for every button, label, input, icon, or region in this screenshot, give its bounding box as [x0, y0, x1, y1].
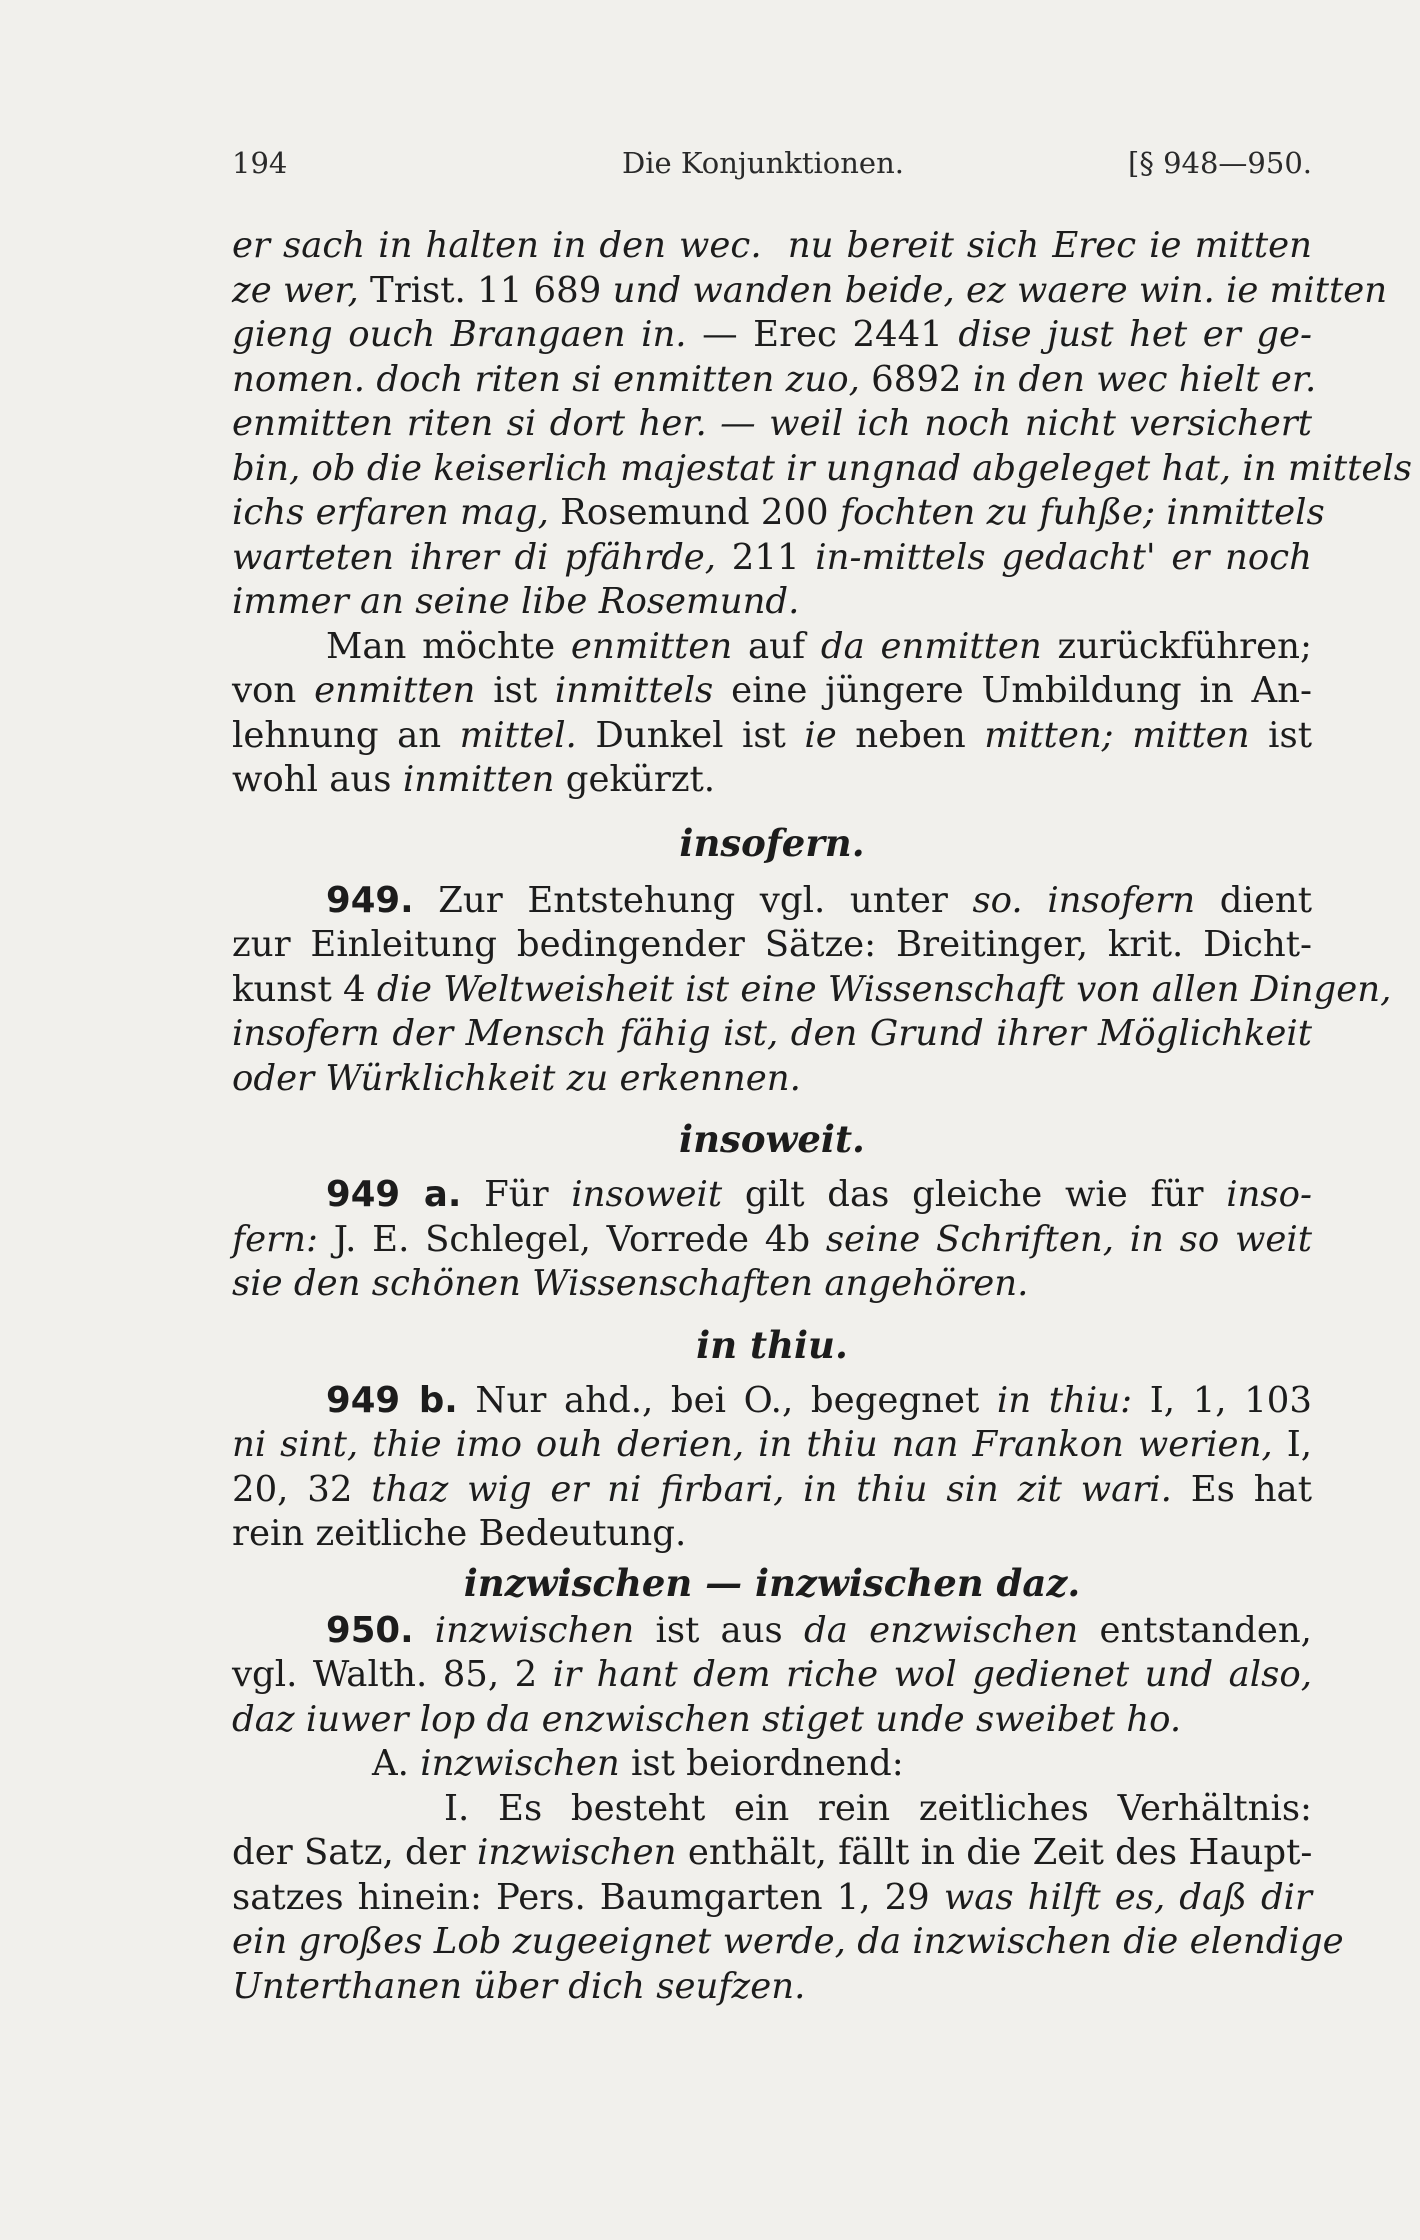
text: ist aus — [655, 1609, 783, 1651]
text: Man möchte — [326, 625, 556, 667]
text-line — [232, 491, 1325, 536]
term: ie — [804, 714, 837, 756]
text-line — [232, 1653, 1312, 1698]
quote: nomen. doch riten si enmitten zuo, — [232, 358, 860, 400]
text: von — [232, 670, 297, 711]
text-line — [232, 1876, 1312, 1921]
text: ist — [493, 670, 538, 711]
text: gekürzt. — [565, 759, 716, 800]
quote: ze wer, — [232, 269, 359, 311]
term: da enmitten — [820, 625, 1042, 667]
quote: nu bereit sich Erec ie mitten — [787, 225, 1313, 266]
text: der Satz, der — [232, 1832, 466, 1873]
quote: ein großes Lob zugeeignet werde, da inzwischen die elendige — [232, 1921, 1344, 1962]
text: zur Einleitung bedingender Sätze: Breitinger, krit. Dicht- — [232, 924, 1312, 965]
quote: in-mittels gedacht' er noch — [815, 536, 1312, 578]
citation: 6892 — [871, 358, 962, 400]
keyword-heading-insoweit: insoweit. — [679, 1117, 865, 1161]
term: inzwischen — [420, 1743, 620, 1784]
citation: — Erec 2441 — [702, 314, 943, 355]
quote: thaz wig er ni firbari, in thiu sin zit wari. — [371, 1468, 1172, 1510]
term: fern: — [232, 1218, 318, 1260]
text-line — [232, 1012, 1312, 1057]
text-line — [232, 1379, 1312, 1424]
text: I. Es besteht ein rein zeitliches Verhältnis: — [444, 1787, 1312, 1829]
term: enmitten — [314, 670, 476, 711]
section-number: 949 b. — [326, 1379, 458, 1421]
text-line — [232, 580, 1312, 625]
text-line — [232, 313, 1312, 358]
term: insofern — [1047, 879, 1196, 921]
citation: I, 1, 103 — [1149, 1379, 1312, 1421]
section-949a — [232, 1173, 1312, 1307]
text-line — [232, 669, 1312, 714]
section-950 — [232, 1609, 1344, 2010]
citation: Rosemund 200 — [560, 492, 829, 533]
running-header — [232, 146, 1312, 186]
text-line — [232, 625, 1312, 670]
quote: immer an seine libe Rosemund. — [232, 581, 800, 622]
quote: enmitten riten si dort her. — weil ich noch nicht versichert — [232, 403, 1312, 444]
text-line — [232, 1965, 1312, 2010]
quote: Unterthanen über dich seufzen. — [232, 1965, 806, 2007]
keyword-heading-inzwischen: inzwischen — inzwischen daz. — [463, 1560, 1081, 1605]
text: zurückführen; — [1057, 625, 1312, 667]
page-number: 194 — [232, 146, 288, 180]
text: A. — [372, 1743, 409, 1784]
quote: und wanden beide, ez waere win. ie mitten — [612, 269, 1388, 311]
quote: er sach in halten in den wec. — [232, 225, 762, 266]
text-line — [232, 923, 1312, 968]
section-number: 949 a. — [326, 1174, 462, 1215]
text-line — [232, 1057, 1312, 1102]
paragraph-etymology — [232, 625, 1312, 803]
quote: bin, ob die keiserlich majestat ir ungnad abgeleget hat, in mittels — [232, 447, 1412, 489]
quote: sie den schönen Wissenschaften angehören. — [232, 1263, 1029, 1304]
text-line — [232, 1173, 1312, 1218]
section-949 — [232, 879, 1392, 1102]
quote: die Weltweisheit ist eine Wissenschaft von allen Dingen, — [376, 968, 1392, 1010]
text-line — [232, 536, 1312, 581]
text-line — [232, 1218, 1312, 1263]
term: in thiu: — [996, 1379, 1133, 1421]
text-line — [232, 1787, 1312, 1832]
text-line — [232, 224, 1312, 269]
term: enmitten — [570, 625, 733, 667]
quote: fochten zu fuhße; inmittels — [839, 492, 1325, 533]
text: wohl aus — [232, 759, 392, 800]
quote: daz iuwer lop da enzwischen stiget unde sweibet ho. — [232, 1698, 1182, 1740]
text: ist beiordnend: — [631, 1743, 904, 1784]
citation: satzes hinein: Pers. Baumgarten 1, 29 — [232, 1876, 930, 1918]
text-line — [232, 1698, 1312, 1743]
term: insoweit — [571, 1174, 723, 1215]
text-line — [232, 1920, 1344, 1965]
citation: J. E. Schlegel, Vorrede 4b — [333, 1218, 811, 1260]
text-line — [232, 758, 1312, 803]
text: Nur ahd., bei O., begegnet — [475, 1379, 980, 1421]
term: so. — [972, 879, 1023, 921]
keyword-heading-insofern: insofern. — [679, 820, 865, 865]
term: mitten — [1132, 714, 1250, 756]
quote: dise just het er ge- — [958, 314, 1312, 355]
quote: was hilft es, daß dir — [943, 1876, 1313, 1918]
text: lehnung an — [232, 714, 442, 756]
quote: insofern der Mensch fähig ist, den Grund ihrer Möglichkeit — [232, 1013, 1312, 1054]
text: auf — [747, 625, 806, 667]
paragraph-quotations — [232, 224, 1412, 625]
term: mitten; — [984, 714, 1114, 756]
text-line — [232, 968, 1392, 1013]
text: Zur Entstehung vgl. unter — [438, 879, 948, 921]
text: Es hat — [1190, 1468, 1312, 1510]
quote: ir hant dem riche wol gedienet und also, — [552, 1654, 1312, 1695]
text-line — [232, 358, 1317, 403]
quote: oder Würklichkeit zu erkennen. — [232, 1057, 801, 1099]
section-range: [§ 948—950. — [1128, 146, 1312, 180]
quote: ichs erfaren mag, — [232, 492, 549, 533]
text-line — [232, 1468, 1312, 1513]
text-line — [232, 1262, 1312, 1307]
text: rein zeitliche Bedeutung. — [232, 1513, 687, 1554]
citation: kunst 4 — [232, 968, 366, 1010]
text: gilt das gleiche wie für — [744, 1174, 1204, 1215]
text-line — [232, 269, 1388, 314]
quote: seine Schriften, in so weit — [825, 1218, 1312, 1260]
text: ist — [1268, 714, 1312, 756]
term: da enzwischen — [803, 1609, 1079, 1651]
term: inzwischen — [477, 1832, 677, 1873]
citation: 211 — [731, 536, 800, 578]
term: inzwischen — [434, 1609, 635, 1651]
text: entstanden, — [1099, 1609, 1312, 1651]
text: enthält, fällt in die Zeit des Haupt- — [687, 1832, 1313, 1873]
running-title: Die Konjunktionen. — [622, 146, 904, 180]
quote: ni sint, thie imo ouh derien, in thiu nan Frankon werien, — [232, 1424, 1273, 1465]
term: inmittels — [554, 670, 714, 711]
term: inmitten — [402, 759, 555, 800]
citation: Trist. 11 689 — [370, 269, 602, 311]
text-line — [232, 714, 1312, 759]
quote: warteten ihrer di pfährde, — [232, 536, 717, 578]
quote: gieng ouch Brangaen in. — [232, 314, 687, 355]
text: neben — [855, 714, 966, 756]
page-body — [232, 224, 1412, 2009]
text-line — [232, 1742, 1312, 1787]
text-line — [232, 447, 1412, 492]
text-line — [232, 402, 1312, 447]
text: dient — [1219, 879, 1312, 921]
text-line — [232, 879, 1312, 924]
text-line — [232, 1512, 1312, 1557]
text-line — [232, 1831, 1312, 1876]
citation: vgl. Walth. 85, 2 — [232, 1654, 538, 1695]
text: eine jüngere Umbildung in An- — [731, 670, 1312, 711]
section-number: 949. — [326, 879, 414, 921]
text-line — [232, 1423, 1312, 1468]
term: inso- — [1226, 1174, 1312, 1215]
keyword-heading-in-thiu: in thiu. — [696, 1322, 848, 1367]
section-949b — [232, 1379, 1312, 1557]
section-number: 950. — [326, 1609, 414, 1651]
quote: in den wec hielt er. — [972, 358, 1317, 400]
text: Dunkel ist — [595, 714, 786, 756]
text-line — [232, 1609, 1312, 1654]
citation: I, — [1286, 1424, 1312, 1465]
term: mittel. — [459, 714, 577, 756]
text: Für — [484, 1174, 549, 1215]
citation: 20, 32 — [232, 1468, 353, 1510]
